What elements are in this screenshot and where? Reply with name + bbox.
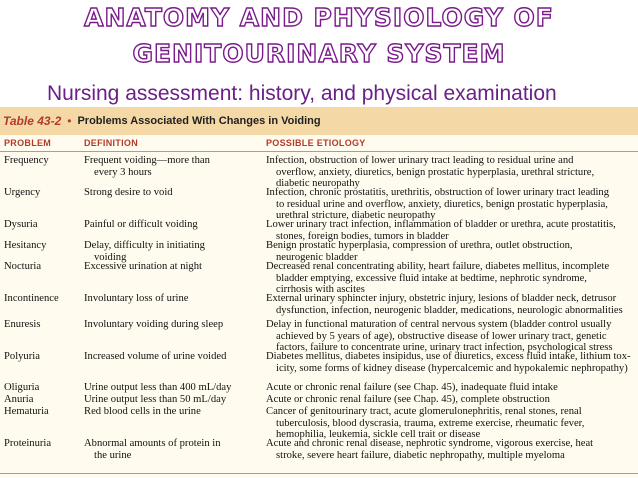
slide-subtitle: Nursing assessment: history, and physical examination xyxy=(47,82,557,105)
table-number: Table 43-2 xyxy=(3,114,62,128)
problem-cell: Anuria xyxy=(4,394,34,405)
etiology-line: neurogenic bladder xyxy=(276,251,358,263)
definition-cell xyxy=(84,382,264,394)
table-bottom-rule xyxy=(0,473,638,474)
definition-cell xyxy=(84,187,264,199)
etiology-line: stroke, severe heart failure, diabetic nephropathy, multiple myeloma xyxy=(276,449,565,461)
problem-cell: Incontinence xyxy=(4,293,59,304)
definition-cell xyxy=(84,319,264,331)
etiology-line: hemophilia, leukemia, sickle cell trait or disease xyxy=(276,429,481,441)
etiology-line: Decreased renal concentrating ability, heart failure, diabetes mellitus, incomplete xyxy=(266,261,610,272)
definition-line: Increased volume of urine voided xyxy=(84,351,227,362)
definition-cell xyxy=(84,351,264,363)
table-bullet: • xyxy=(67,114,72,128)
etiology-line: diabetic neuropathy xyxy=(276,178,360,190)
etiology-line: External urinary sphincter injury, obstetric injury, lesions of bladder neck, detrusor xyxy=(266,293,617,304)
etiology-line: cirrhosis with ascites xyxy=(276,284,365,296)
slide-title-line-2: GENITOURINARY SYSTEM xyxy=(132,39,506,68)
etiology-cell xyxy=(266,406,634,441)
definition-line: every 3 hours xyxy=(94,166,152,178)
etiology-cell xyxy=(266,219,634,242)
definition-line: Abnormal amounts of protein in xyxy=(84,438,221,449)
definition-cell xyxy=(84,406,264,418)
definition-cell xyxy=(84,219,264,231)
etiology-cell xyxy=(266,351,634,374)
etiology-line: factors, failure to concentrate urine, urinary tract infection, psychological stress xyxy=(276,342,613,354)
problem-cell: Polyuria xyxy=(4,351,40,362)
definition-line: Frequent voiding—more than xyxy=(84,155,210,166)
etiology-line: Acute and chronic renal disease, nephrotic syndrome, vigorous exercise, heat xyxy=(266,438,594,449)
definition-line: Urine output less than 50 mL/day xyxy=(84,394,227,405)
definition-line: Strong desire to void xyxy=(84,187,173,198)
etiology-line: Delay in functional maturation of central nervous system (bladder control usually xyxy=(266,319,612,330)
voiding-problems-table xyxy=(0,107,638,478)
problem-cell: Frequency xyxy=(4,155,49,166)
problem-cell: Nocturia xyxy=(4,261,42,272)
slide-title-line-1: ANATOMY AND PHYSIOLOGY OF xyxy=(84,3,554,32)
definition-line: Excessive urination at night xyxy=(84,261,202,272)
problem-cell: Oliguria xyxy=(4,382,40,393)
etiology-line: Lower urinary tract infection, inflammation of bladder or urethra, acute prostatitis, xyxy=(266,219,616,230)
definition-cell xyxy=(84,155,264,178)
table-caption: Problems Associated With Changes in Voiding xyxy=(77,115,321,127)
problem-cell: Urgency xyxy=(4,187,41,198)
problem-cell: Enuresis xyxy=(4,319,41,330)
table-caption-bar xyxy=(0,107,638,135)
etiology-line: to residual urine and overflow, anxiety, diuretics, benign prostatic hyperplasia, xyxy=(276,198,608,210)
etiology-line: Benign prostatic hyperplasia, compression of urethra, outlet obstruction, xyxy=(266,240,573,251)
etiology-line: Cancer of genitourinary tract, acute glomerulonephritis, renal stones, renal xyxy=(266,406,582,417)
problem-cell: Hematuria xyxy=(4,406,49,417)
table-column-headers xyxy=(0,135,638,152)
etiology-line: tuberculosis, blood dyscrasia, trauma, extreme exercise, rheumatic fever, xyxy=(276,417,585,429)
definition-cell xyxy=(84,293,264,305)
etiology-line: Infection, chronic prostatitis, urethritis, obstruction of lower urinary tract leading xyxy=(266,187,610,198)
etiology-cell xyxy=(266,319,634,354)
etiology-cell xyxy=(266,293,634,316)
etiology-line: icity, some forms of kidney disease (hypercalcemic and hypokalemic nephropathy) xyxy=(276,362,628,374)
definition-line: Involuntary loss of urine xyxy=(84,293,189,304)
etiology-line: Acute or chronic renal failure (see Chap. 45), complete obstruction xyxy=(266,394,550,405)
definition-line: the urine xyxy=(94,449,132,461)
etiology-cell xyxy=(266,382,634,394)
definition-cell xyxy=(84,394,264,406)
definition-line: Involuntary voiding during sleep xyxy=(84,319,224,330)
slide-title xyxy=(0,0,638,72)
column-header-etiology: POSSIBLE ETIOLOGY xyxy=(266,138,366,148)
etiology-cell xyxy=(266,261,634,296)
etiology-line: overflow, anxiety, diuretics, benign prostatic hyperplasia, urethral stricture, xyxy=(276,166,595,178)
etiology-line: Infection, obstruction of lower urinary tract leading to residual urine and xyxy=(266,155,574,166)
etiology-cell xyxy=(266,394,634,406)
definition-cell xyxy=(84,240,264,263)
definition-line: Urine output less than 400 mL/day xyxy=(84,382,232,393)
etiology-cell xyxy=(266,240,634,263)
etiology-line: Diabetes mellitus, diabetes insipidus, use of diuretics, excess fluid intake, lithium tox- xyxy=(266,351,631,362)
column-header-definition: DEFINITION xyxy=(84,138,138,148)
etiology-cell xyxy=(266,187,634,222)
column-header-problem: PROBLEM xyxy=(4,138,52,148)
etiology-line: Acute or chronic renal failure (see Chap. 45), inadequate fluid intake xyxy=(266,382,558,393)
problem-cell: Proteinuria xyxy=(4,438,52,449)
problem-cell: Dysuria xyxy=(4,219,38,230)
etiology-cell xyxy=(266,155,634,190)
definition-line: Delay, difficulty in initiating xyxy=(84,240,205,251)
problem-cell: Hesitancy xyxy=(4,240,47,251)
definition-line: Red blood cells in the urine xyxy=(84,406,201,417)
etiology-line: stones, foreign bodies, tumors in bladder xyxy=(276,230,449,242)
definition-line: voiding xyxy=(94,251,127,263)
etiology-line: achieved by 5 years of age), obstructive disease of lower urinary tract, genetic xyxy=(276,330,607,342)
definition-line: Painful or difficult voiding xyxy=(84,219,198,230)
etiology-line: dysfunction, infection, neurogenic bladder, medications, neurologic abnormalities xyxy=(276,304,623,316)
definition-cell xyxy=(84,438,264,461)
etiology-line: bladder emptying, excessive fluid intake at bedtime, nephrotic syndrome, xyxy=(276,272,587,284)
definition-cell xyxy=(84,261,264,273)
etiology-line: urethral stricture, diabetic neuropathy xyxy=(276,210,436,222)
etiology-cell xyxy=(266,438,634,461)
